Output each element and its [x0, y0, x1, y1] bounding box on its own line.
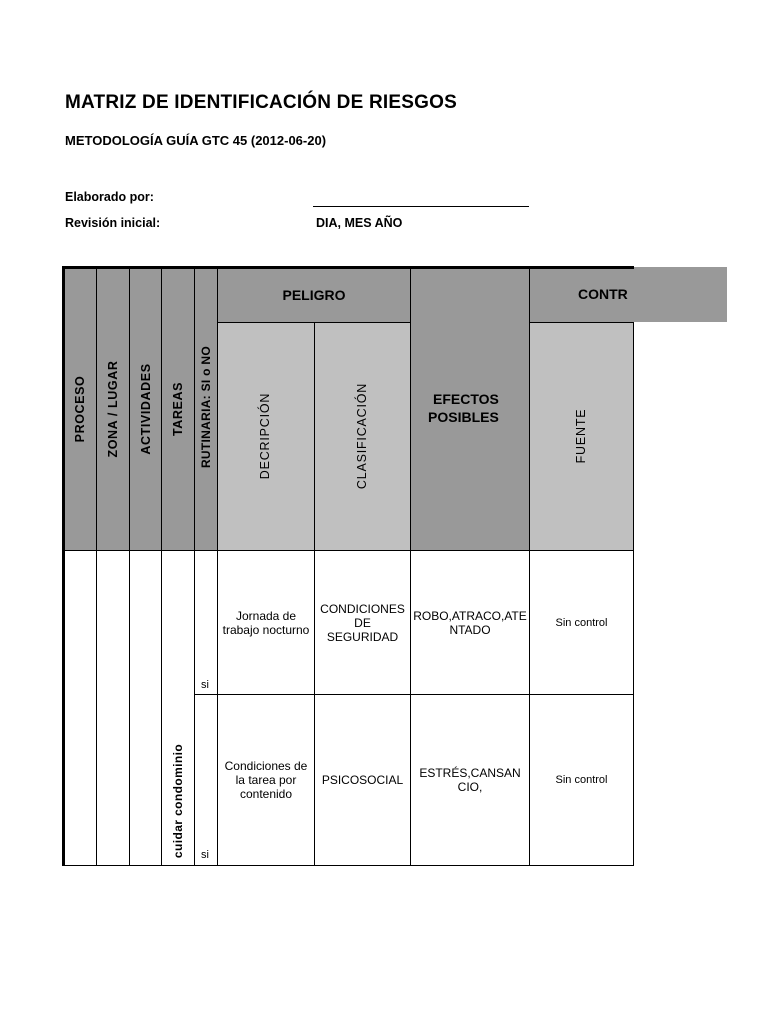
cell-actividades [129, 550, 162, 866]
revision-value: DIA, MES AÑO [316, 216, 403, 230]
page-subtitle: METODOLOGÍA GUÍA GTC 45 (2012-06-20) [65, 133, 327, 148]
row1-efectos [410, 550, 530, 695]
header-peligro-label: PELIGRO [282, 287, 346, 303]
cell-proceso [62, 550, 97, 866]
header-zona-label: ZONA / LUGAR [106, 360, 120, 458]
row2-clasificacion [314, 694, 411, 866]
revision-label: Revisión inicial: [65, 216, 161, 230]
row1-rutinaria [194, 550, 218, 695]
cell-tareas-value: cuidar condominio [171, 743, 185, 859]
header-controles-label: CONTR [578, 286, 628, 302]
row2-efectos-value: ESTRÉS,CANSANCIO, [419, 766, 521, 794]
header-controles [529, 267, 634, 323]
row1-clasificacion [314, 550, 411, 695]
row2-efectos [410, 694, 530, 866]
row2-fuente-value: Sin control [555, 774, 608, 786]
table-top-border [62, 266, 634, 269]
header-fuente-label: FUENTE [574, 408, 588, 464]
header-rutinaria-label: RUTINARIA: SI o NO [199, 345, 213, 469]
header-peligro [217, 267, 411, 323]
cell-tareas [161, 550, 195, 866]
row2-descripcion [217, 694, 315, 866]
header-efectos-label [428, 390, 499, 426]
row2-rutinaria [194, 694, 218, 866]
row1-fuente [529, 550, 634, 695]
header-efectos-line2: POSIBLES [428, 409, 499, 425]
table-left-border [62, 266, 65, 866]
elaborado-signature-line [313, 206, 529, 207]
row1-efectos-value: ROBO,ATRACO,ATENTADO [413, 608, 527, 637]
header-efectos-line1: EFECTOS [433, 391, 499, 407]
row2-descripcion-value: Condiciones de la tarea por contenido [224, 759, 308, 801]
elaborado-label: Elaborado por: [65, 190, 154, 204]
row1-clasificacion-value: CONDICIONES DE SEGURIDAD [320, 601, 405, 644]
header-controles-overflow [634, 267, 727, 322]
row1-fuente-value: Sin control [555, 616, 608, 629]
header-descripcion-label: DECRIPCIÓN [258, 392, 272, 480]
row2-rutinaria-value: si [201, 849, 209, 861]
header-clasificacion-label: CLASIFICACIÓN [355, 382, 369, 490]
row2-fuente [529, 694, 634, 866]
header-tareas-label: TAREAS [171, 381, 185, 437]
row1-descripcion [217, 550, 315, 695]
row1-descripcion-value: Jornada de trabajo nocturno [222, 608, 310, 637]
cell-zona [96, 550, 130, 866]
header-actividades-label: ACTIVIDADES [139, 363, 153, 455]
header-proceso-label: PROCESO [73, 375, 87, 443]
page-title: MATRIZ DE IDENTIFICACIÓN DE RIESGOS [65, 92, 457, 113]
row2-clasificacion-value: PSICOSOCIAL [321, 773, 404, 787]
row1-rutinaria-value: si [201, 679, 209, 691]
